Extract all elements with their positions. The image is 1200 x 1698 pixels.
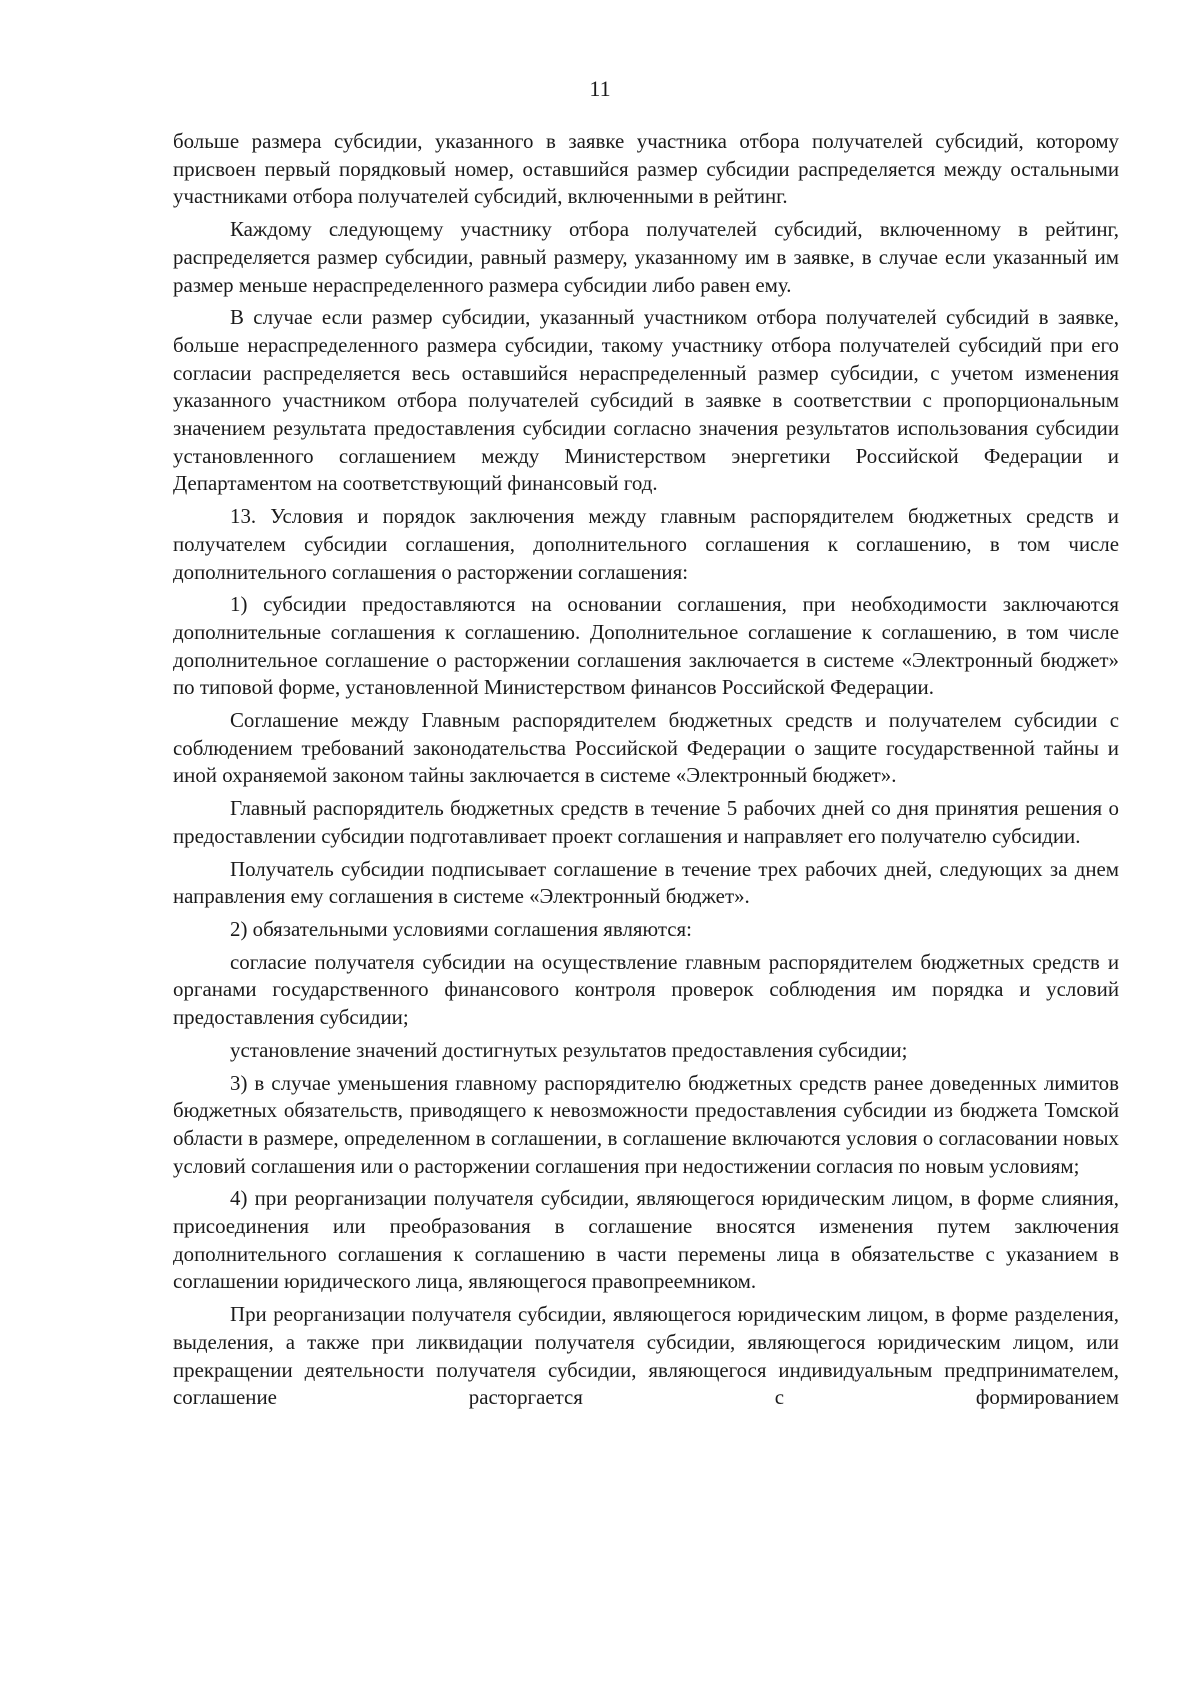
paragraph: Соглашение между Главным распорядителем бюджетных средств и получателем субсидии с соблюдением требований законодательства Российской Федерации о защите государственной тайны и иной охраняемой законом тайны заключается в системе «Электронный бюджет».: [173, 708, 1119, 788]
paragraph: установление значений достигнутых результатов предоставления субсидии;: [230, 1037, 908, 1062]
paragraph: Главный распорядитель бюджетных средств в течение 5 рабочих дней со дня принятия решения о предоставлении субсидии подготавливает проект соглашения и направляет его получателю субсидии.: [173, 796, 1119, 848]
paragraph: больше размера субсидии, указанного в заявке участника отбора получателей субсидий, которому присвоен первый порядковый номер, оставшийся размер субсидии распределяется между остальными участниками отбора получателей субсидий, включенными в рейтинг.: [173, 129, 1119, 209]
paragraph: 2) обязательными условиями соглашения являются:: [230, 916, 692, 941]
paragraph: При реорганизации получателя субсидии, являющегося юридическим лицом, в форме разделения, выделения, а также при ликвидации получателя субсидии, являющегося юридическим лицом, или прекращении деятельности получателя субсидии, являющегося индивидуальным предпринимателем, соглашение расторгается с формированием: [173, 1302, 1119, 1410]
paragraph: 4) при реорганизации получателя субсидии, являющегося юридическим лицом, в форме слияния, присоединения или преобразования в соглашение вносятся изменения путем заключения дополнительного соглашения к соглашению в части перемены лица в обязательстве с указанием в соглашении юридического лица, являющегося правопреемником.: [173, 1186, 1119, 1294]
page-number: 11: [589, 76, 611, 101]
paragraph: согласие получателя субсидии на осуществление главным распорядителем бюджетных средств и органами государственного финансового контроля проверок соблюдения им порядка и условий предоставления субсидии;: [173, 949, 1119, 1030]
paragraph: 1) субсидии предоставляются на основании соглашения, при необходимости заключаются дополнительные соглашения к соглашению. Дополнительное соглашение к соглашению, в том числе дополнительное соглашение о расторжении соглашения заключается в системе «Электронный бюджет» по типовой форме, установленной Министерством финансов Российской Федерации.: [173, 592, 1119, 700]
paragraph: Каждому следующему участнику отбора получателей субсидий, включенному в рейтинг, распределяется размер субсидии, равный размеру, указанному им в заявке, в случае если указанный им размер меньше нераспределенного размера субсидии либо равен ему.: [173, 217, 1119, 297]
paragraph: 13. Условия и порядок заключения между главным распорядителем бюджетных средств и получателем субсидии соглашения, дополнительного соглашения к соглашению, в том числе дополнительного соглашения о расторжении соглашения:: [173, 504, 1119, 584]
paragraph: Получатель субсидии подписывает соглашение в течение трех рабочих дней, следующих за днем направления ему соглашения в системе «Электронный бюджет».: [173, 856, 1119, 909]
document-body: [173, 128, 1119, 1417]
paragraph: В случае если размер субсидии, указанный участником отбора получателей субсидий в заявке, больше нераспределенного размера субсидии, такому участнику отбора получателей субсидий при его согласии распределяется весь оставшийся нераспределенный размер субсидии, с учетом изменения указанного участником отбора получателей субсидий в заявке в соответствии с пропорциональным значением результата предоставления субсидии согласно значения результатов использования субсидии установленного соглашением между Министерством энергетики Российской Федерации и Департаментом на соответствующий финансовый год.: [173, 305, 1119, 496]
paragraph: 3) в случае уменьшения главному распорядителю бюджетных средств ранее доведенных лимитов бюджетных обязательств, приводящего к невозможности предоставления субсидии из бюджета Томской области в размере, определенном в соглашении, в соглашение включаются условия о согласовании новых условий соглашения или о расторжении соглашения при недостижении согласия по новым условиям;: [173, 1070, 1119, 1178]
